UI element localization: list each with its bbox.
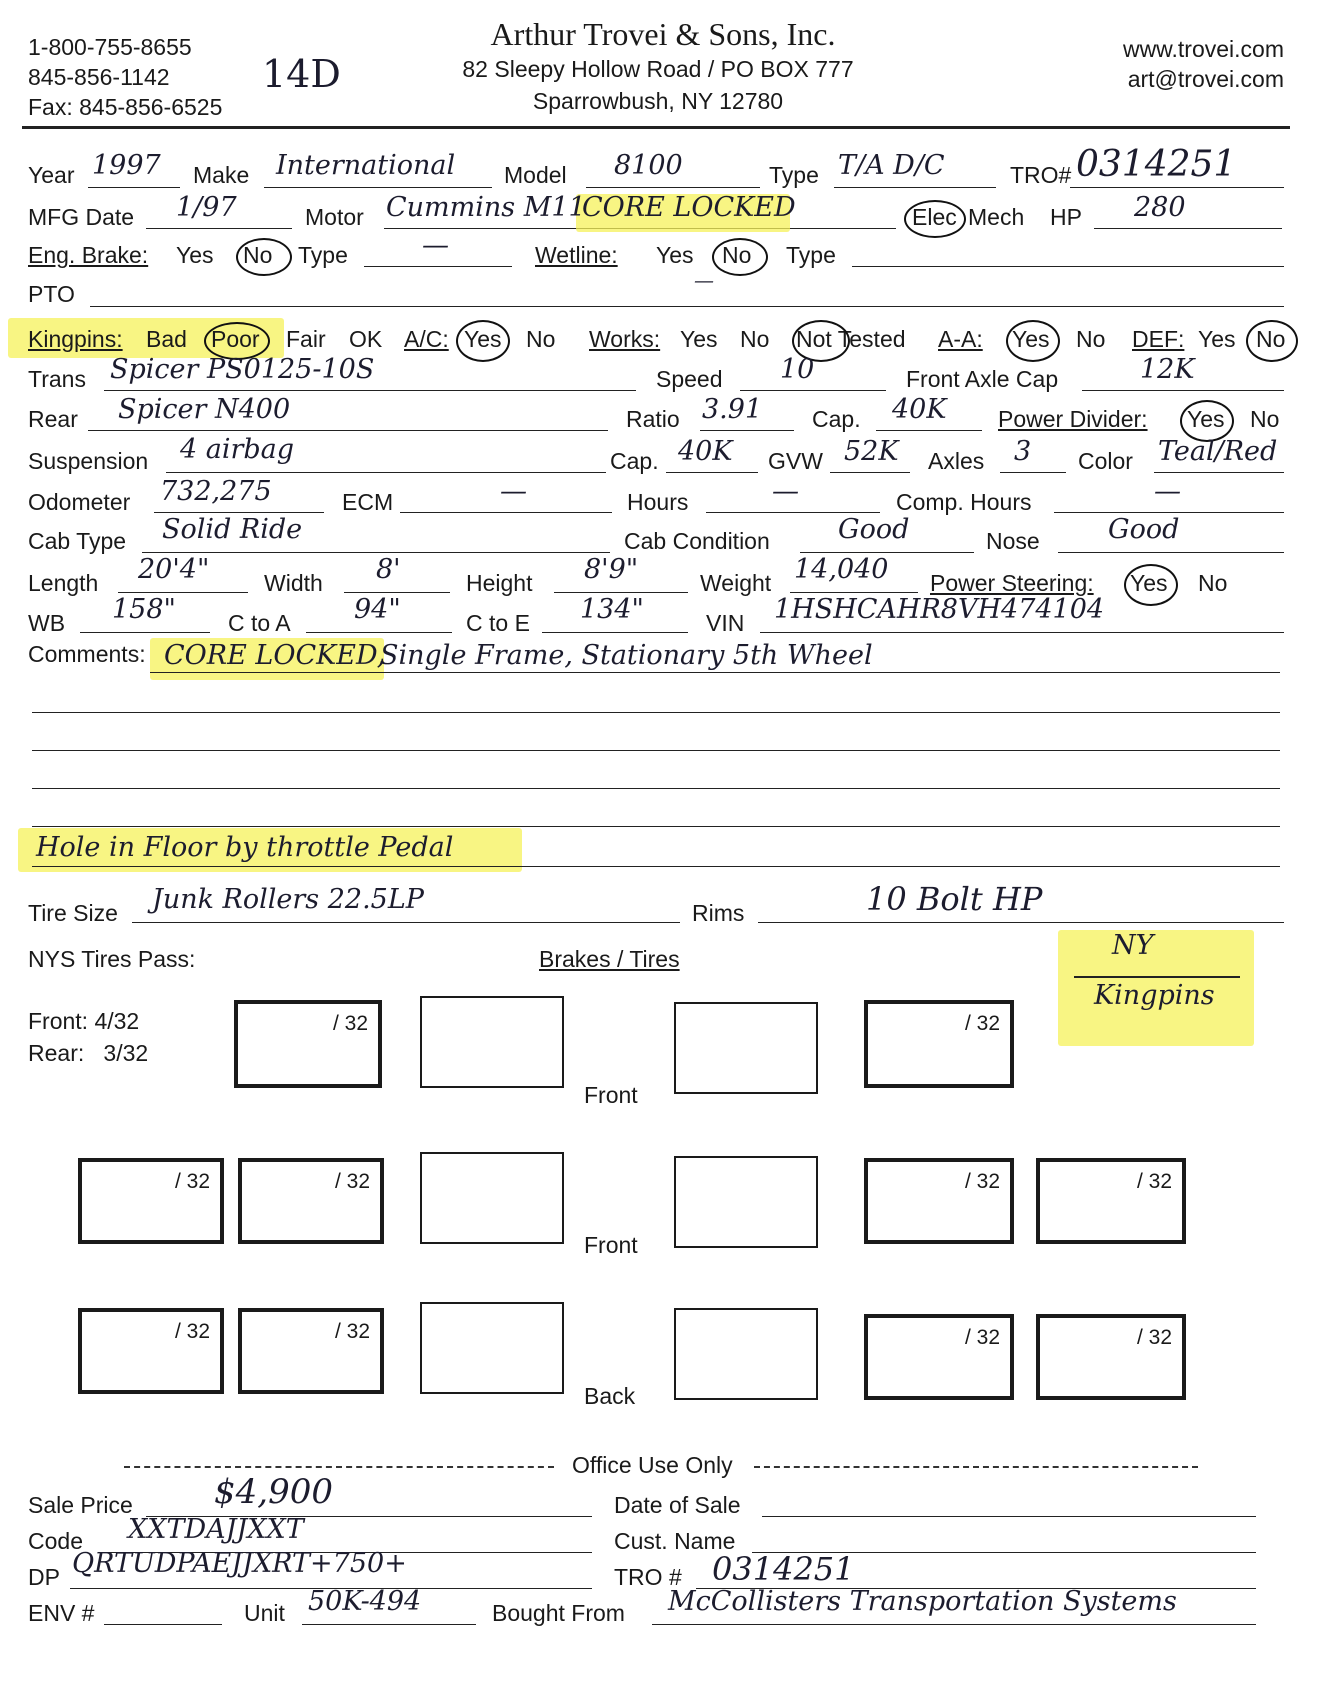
eng-brake-yes: Yes <box>176 242 214 268</box>
cab-type-value: Solid Ride <box>162 514 303 545</box>
motor-note: CORE LOCKED <box>582 192 796 223</box>
hp-label: HP <box>1050 204 1082 230</box>
aa-yes: Yes <box>1012 326 1050 352</box>
height-label: Height <box>466 570 533 596</box>
type-value: T/A D/C <box>838 150 945 181</box>
hours-value: — <box>772 476 799 507</box>
ac-label: A/C: <box>404 326 449 352</box>
suspension-value: 4 airbag <box>180 434 295 465</box>
ac-yes-circle <box>456 320 510 362</box>
sale-price-label: Sale Price <box>28 1492 133 1518</box>
ny-note: NY <box>1112 930 1154 961</box>
handwritten-tag: 14D <box>262 52 341 96</box>
comp-hours-value: — <box>1154 476 1181 507</box>
phone-2: 845-856-1142 <box>28 64 170 90</box>
wetline-no: No <box>722 242 752 268</box>
front-axle-cap-label: Front Axle Cap <box>906 366 1059 392</box>
weight-label: Weight <box>700 570 772 596</box>
works-label: Works: <box>589 326 661 352</box>
sale-price-value: $4,900 <box>214 1472 333 1512</box>
c-to-e-label: C to E <box>466 610 530 636</box>
gvw-label: GVW <box>768 448 823 474</box>
motor-value: Cummins M11 <box>386 192 586 223</box>
header-divider <box>22 126 1290 129</box>
power-steering-yes-circle <box>1124 564 1178 606</box>
trans-label: Trans <box>28 366 86 392</box>
height-value: 8'9" <box>584 554 639 585</box>
company-address-1: 82 Sleepy Hollow Road / PO BOX 777 <box>462 56 854 82</box>
website: www.trovei.com <box>1122 36 1284 62</box>
def-yes: Yes <box>1198 326 1236 352</box>
eng-brake-no: No <box>243 242 273 268</box>
rear-cap-label: Cap. <box>812 406 861 432</box>
suspension-label: Suspension <box>28 448 149 474</box>
rims-label: Rims <box>692 900 745 926</box>
mfg-date-label: MFG Date <box>28 204 135 230</box>
brake-box-front-right[interactable] <box>674 1002 818 1094</box>
power-divider-label: Power Divider: <box>998 406 1148 432</box>
aa-no: No <box>1076 326 1106 352</box>
c-to-e-value: 134" <box>580 594 644 625</box>
tire-box-rear-inner-left[interactable]: / 32 <box>238 1308 384 1394</box>
kingpins-bad: Bad <box>146 326 187 352</box>
cust-name-label: Cust. Name <box>614 1528 736 1554</box>
weight-value: 14,040 <box>794 554 889 585</box>
wetline-type-label: Type <box>786 242 836 268</box>
comments-highlighted-text: CORE LOCKED, <box>164 640 386 671</box>
eng-brake-label: Eng. Brake: <box>28 242 149 268</box>
eng-brake-type-value: — <box>422 230 449 261</box>
odometer-value: 732,275 <box>160 476 272 507</box>
c-to-a-label: C to A <box>228 610 291 636</box>
mech-label: Mech <box>968 204 1025 230</box>
brakes-tires-heading: Brakes / Tires <box>539 946 680 972</box>
tire-box-mid-inner-left[interactable]: / 32 <box>238 1158 384 1244</box>
ac-no: No <box>526 326 556 352</box>
dp-label: DP <box>28 1564 60 1590</box>
trans-value: Spicer PS0125-10S <box>110 354 375 385</box>
ratio-label: Ratio <box>626 406 680 432</box>
axles-value: 3 <box>1014 436 1032 467</box>
vin-value: 1HSHCAHR8VH474104 <box>774 594 1105 625</box>
unit-label: Unit <box>244 1600 285 1626</box>
power-divider-no: No <box>1250 406 1280 432</box>
tro-value: 0314251 <box>1076 144 1237 185</box>
eng-brake-type-label: Type <box>298 242 348 268</box>
cab-condition-value: Good <box>838 514 910 545</box>
tire-box-mid-inner-right[interactable]: / 32 <box>864 1158 1014 1244</box>
power-steering-no: No <box>1198 570 1228 596</box>
hp-value: 280 <box>1134 192 1186 223</box>
color-value: Teal/Red <box>1158 436 1278 467</box>
kingpins-label: Kingpins: <box>28 326 123 352</box>
wetline-mark: — <box>694 268 714 292</box>
rims-value: 10 Bolt HP <box>866 880 1043 918</box>
vin-label: VIN <box>706 610 745 636</box>
axle-label-front-1: Front <box>584 1082 638 1108</box>
kingpins-poor: Poor <box>211 326 260 352</box>
wetline-label: Wetline: <box>535 242 618 268</box>
wb-value: 158" <box>112 594 176 625</box>
tro-label: TRO# <box>1010 162 1072 188</box>
axle-label-back: Back <box>584 1383 636 1409</box>
brake-box-mid-left[interactable] <box>420 1152 564 1244</box>
front-axle-cap-value: 12K <box>1140 354 1195 385</box>
wetline-no-circle <box>712 238 768 276</box>
bought-from-value: McCollisters Transportation Systems <box>668 1586 1177 1617</box>
elec-circle <box>904 200 966 238</box>
tro-number-label: TRO # <box>614 1564 682 1590</box>
suspension-cap-label: Cap. <box>610 448 659 474</box>
length-label: Length <box>28 570 99 596</box>
brake-box-front-left[interactable] <box>420 996 564 1088</box>
def-label: DEF: <box>1132 326 1185 352</box>
tro-number-value: 0314251 <box>712 1550 855 1588</box>
dp-value: QRTUDPAEJJXRT+750+ <box>72 1548 407 1579</box>
ecm-value: — <box>500 476 527 507</box>
unit-value: 50K-494 <box>308 1586 422 1617</box>
company-name: Arthur Trovei & Sons, Inc. <box>490 16 836 52</box>
ecm-label: ECM <box>342 489 394 515</box>
tire-box-front-right[interactable]: / 32 <box>864 1000 1014 1088</box>
model-label: Model <box>504 162 567 188</box>
office-use-only-heading: Office Use Only <box>572 1452 733 1478</box>
elec-label: Elec <box>912 204 957 230</box>
model-value: 8100 <box>614 150 683 181</box>
mfg-date-value: 1/97 <box>176 192 237 223</box>
axle-label-front-2: Front <box>584 1232 638 1258</box>
date-of-sale-label: Date of Sale <box>614 1492 741 1518</box>
tire-box-mid-outer-left[interactable]: / 32 <box>78 1158 224 1244</box>
odometer-label: Odometer <box>28 489 131 515</box>
wetline-yes: Yes <box>656 242 694 268</box>
tire-size-value: Junk Rollers 22.5LP <box>152 884 424 915</box>
rear-cap-value: 40K <box>892 394 947 425</box>
ratio-value: 3.91 <box>702 394 763 425</box>
company-address-2: Sparrowbush, NY 12780 <box>532 88 784 114</box>
rear-minimum: Rear: 3/32 <box>28 1040 149 1066</box>
make-label: Make <box>193 162 250 188</box>
c-to-a-value: 94" <box>354 594 401 625</box>
code-value: XXTDAJJXXT <box>128 1514 304 1545</box>
power-divider-yes: Yes <box>1187 406 1225 432</box>
width-label: Width <box>264 570 323 596</box>
bought-from-label: Bought From <box>492 1600 625 1626</box>
cab-type-label: Cab Type <box>28 528 127 554</box>
ac-yes: Yes <box>464 326 502 352</box>
fax: Fax: 845-856-6525 <box>28 94 223 120</box>
rear-label: Rear <box>28 406 78 432</box>
brake-box-rear-right[interactable] <box>674 1308 818 1400</box>
power-steering-label: Power Steering: <box>930 570 1094 596</box>
def-no: No <box>1256 326 1286 352</box>
cab-condition-label: Cab Condition <box>624 528 770 554</box>
gvw-value: 52K <box>844 436 899 467</box>
comments-label: Comments: <box>28 641 146 667</box>
phone-1: 1-800-755-8655 <box>28 34 192 60</box>
front-minimum: Front: 4/32 <box>28 1008 140 1034</box>
width-value: 8' <box>376 554 401 585</box>
aa-label: A-A: <box>938 326 983 352</box>
kingpins-note: Kingpins <box>1094 980 1215 1011</box>
axles-label: Axles <box>928 448 985 474</box>
code-label: Code <box>28 1528 83 1554</box>
tire-size-label: Tire Size <box>28 900 118 926</box>
wb-label: WB <box>28 610 66 636</box>
comp-hours-label: Comp. Hours <box>896 489 1032 515</box>
comment-line-6: Hole in Floor by throttle Pedal <box>36 832 454 863</box>
brake-box-mid-right[interactable] <box>674 1156 818 1248</box>
speed-label: Speed <box>656 366 723 392</box>
pto-label: PTO <box>28 281 75 307</box>
tire-box-rear-outer-left[interactable]: / 32 <box>78 1308 224 1394</box>
hours-label: Hours <box>627 489 689 515</box>
nys-tires-pass-label: NYS Tires Pass: <box>28 946 196 972</box>
nose-label: Nose <box>986 528 1040 554</box>
type-label: Type <box>769 162 819 188</box>
year-value: 1997 <box>92 150 161 181</box>
make-value: International <box>276 150 456 181</box>
tire-box-mid-outer-right[interactable]: / 32 <box>1036 1158 1186 1244</box>
eng-brake-no-circle <box>236 238 292 276</box>
brake-box-rear-left[interactable] <box>420 1302 564 1394</box>
length-value: 20'4" <box>138 554 210 585</box>
rear-value: Spicer N400 <box>118 394 291 425</box>
env-label: ENV # <box>28 1600 95 1626</box>
aa-yes-circle <box>1006 320 1060 362</box>
works-not-tested: Not Tested <box>796 326 906 352</box>
works-no: No <box>740 326 770 352</box>
tire-box-rear-outer-right[interactable]: / 32 <box>1036 1314 1186 1400</box>
tire-box-front-left[interactable]: / 32 <box>234 1000 382 1088</box>
email: art@trovei.com <box>1127 66 1284 92</box>
kingpins-fair: Fair <box>286 326 326 352</box>
speed-value: 10 <box>780 354 815 385</box>
suspension-cap-value: 40K <box>678 436 733 467</box>
motor-label: Motor <box>305 204 364 230</box>
kingpins-ok: OK <box>349 326 383 352</box>
nose-value: Good <box>1108 514 1180 545</box>
year-label: Year <box>28 162 75 188</box>
power-steering-yes: Yes <box>1130 570 1168 596</box>
works-yes: Yes <box>680 326 718 352</box>
tire-box-rear-inner-right[interactable]: / 32 <box>864 1314 1014 1400</box>
comments-text: Single Frame, Stationary 5th Wheel <box>380 640 873 671</box>
def-no-circle <box>1246 320 1298 362</box>
color-label: Color <box>1078 448 1133 474</box>
